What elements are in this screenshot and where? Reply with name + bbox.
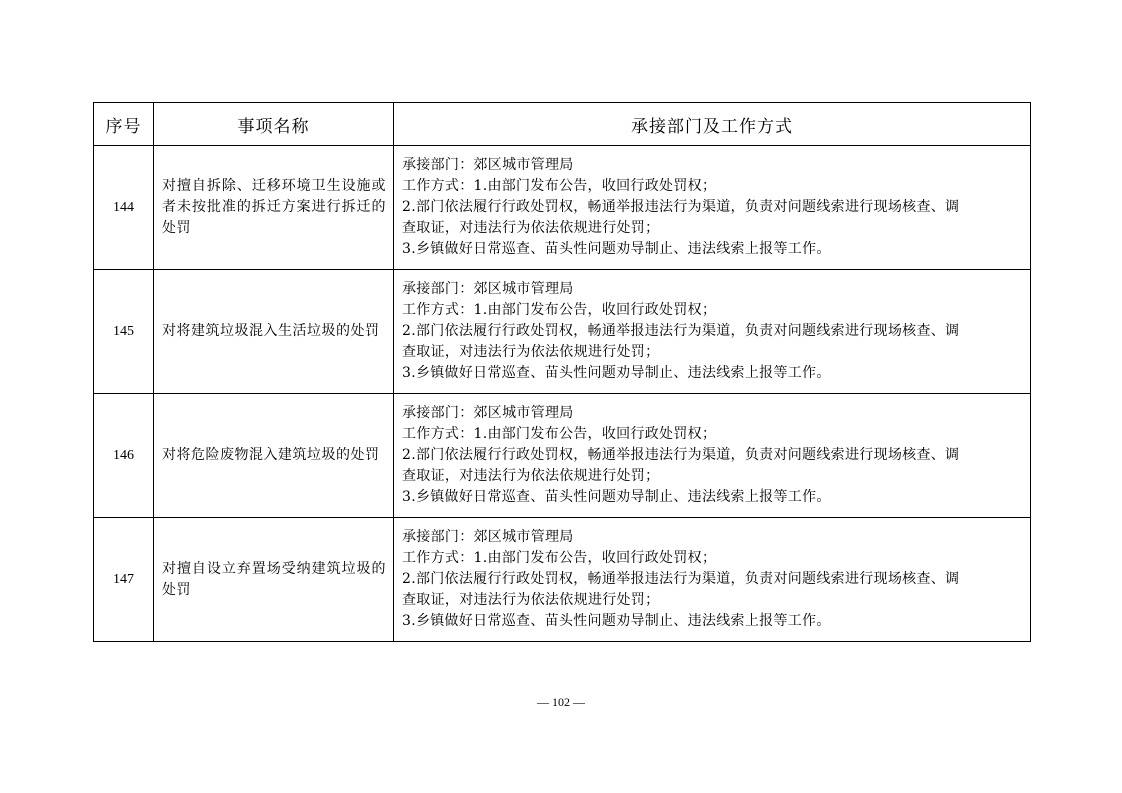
row-department-method bbox=[394, 518, 1031, 642]
work-method-line: 2.部门依法履行行政处罚权，畅通举报违法行为渠道，负责对问题线索进行现场核查、调 bbox=[402, 323, 960, 339]
work-method-line: 工作方式：1.由部门发布公告，收回行政处罚权； bbox=[402, 178, 717, 194]
work-method-line: 查取证，对违法行为依法依规进行处罚； bbox=[402, 592, 660, 608]
row-department-method bbox=[394, 394, 1031, 518]
work-method-line: 2.部门依法履行行政处罚权，畅通举报违法行为渠道，负责对问题线索进行现场核查、调 bbox=[402, 571, 960, 587]
row-serial-number: 145 bbox=[94, 270, 154, 394]
work-method-line: 3.乡镇做好日常巡查、苗头性问题劝导制止、违法线索上报等工作。 bbox=[402, 241, 831, 257]
department-line: 承接部门：郊区城市管理局 bbox=[402, 529, 574, 545]
work-method-line: 查取证，对违法行为依法依规进行处罚； bbox=[402, 220, 660, 236]
header-serial-number: 序号 bbox=[94, 103, 154, 146]
row-department-method bbox=[394, 270, 1031, 394]
table-row bbox=[94, 270, 1031, 394]
row-item-name: 对将建筑垃圾混入生活垃圾的处罚 bbox=[154, 270, 394, 394]
table-header-row bbox=[94, 103, 1031, 146]
row-item-name: 对将危险废物混入建筑垃圾的处罚 bbox=[154, 394, 394, 518]
header-department-and-method: 承接部门及工作方式 bbox=[394, 103, 1031, 146]
work-method-line: 工作方式：1.由部门发布公告，收回行政处罚权； bbox=[402, 302, 717, 318]
items-table bbox=[93, 102, 1031, 642]
department-line: 承接部门：郊区城市管理局 bbox=[402, 157, 574, 173]
row-item-name: 对擅自拆除、迁移环境卫生设施或者未按批准的拆迁方案进行拆迁的处罚 bbox=[154, 146, 394, 270]
row-item-name: 对擅自设立弃置场受纳建筑垃圾的处罚 bbox=[154, 518, 394, 642]
work-method-line: 工作方式：1.由部门发布公告，收回行政处罚权； bbox=[402, 550, 717, 566]
header-item-name: 事项名称 bbox=[154, 103, 394, 146]
department-line: 承接部门：郊区城市管理局 bbox=[402, 405, 574, 421]
table-row bbox=[94, 394, 1031, 518]
work-method-line: 3.乡镇做好日常巡查、苗头性问题劝导制止、违法线索上报等工作。 bbox=[402, 489, 831, 505]
department-line: 承接部门：郊区城市管理局 bbox=[402, 281, 574, 297]
work-method-line: 查取证，对违法行为依法依规进行处罚； bbox=[402, 344, 660, 360]
work-method-line: 2.部门依法履行行政处罚权，畅通举报违法行为渠道，负责对问题线索进行现场核查、调 bbox=[402, 199, 960, 215]
work-method-line: 2.部门依法履行行政处罚权，畅通举报违法行为渠道，负责对问题线索进行现场核查、调 bbox=[402, 447, 960, 463]
work-method-line: 3.乡镇做好日常巡查、苗头性问题劝导制止、违法线索上报等工作。 bbox=[402, 613, 831, 629]
row-serial-number: 147 bbox=[94, 518, 154, 642]
table-row bbox=[94, 146, 1031, 270]
work-method-line: 3.乡镇做好日常巡查、苗头性问题劝导制止、违法线索上报等工作。 bbox=[402, 365, 831, 381]
row-department-method bbox=[394, 146, 1031, 270]
work-method-line: 查取证，对违法行为依法依规进行处罚； bbox=[402, 468, 660, 484]
table-row bbox=[94, 518, 1031, 642]
work-method-line: 工作方式：1.由部门发布公告，收回行政处罚权； bbox=[402, 426, 717, 442]
page-number: — 102 — bbox=[537, 695, 585, 709]
row-serial-number: 146 bbox=[94, 394, 154, 518]
row-serial-number: 144 bbox=[94, 146, 154, 270]
